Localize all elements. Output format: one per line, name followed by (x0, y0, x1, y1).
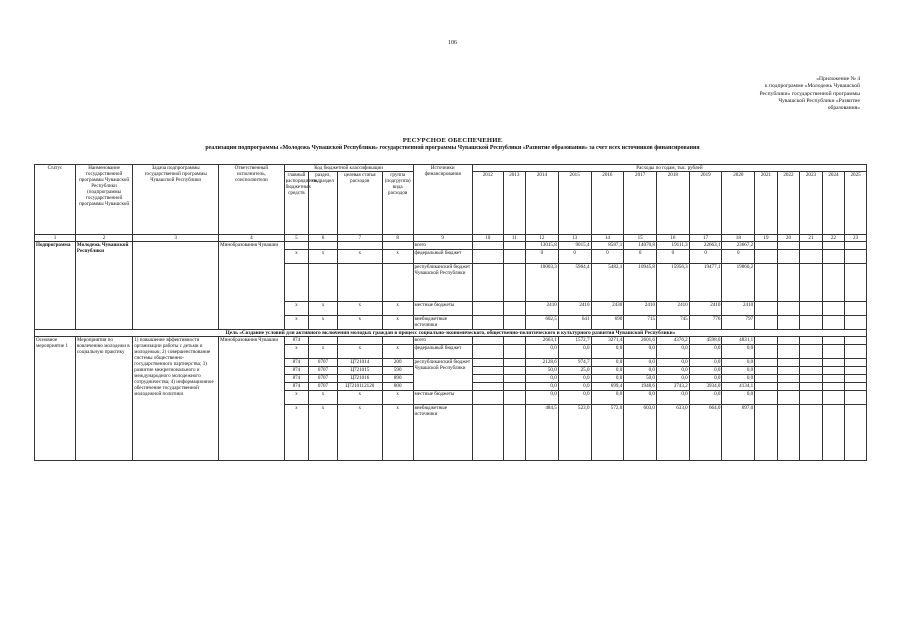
year-header: 2013 (503, 172, 526, 235)
column-number: 13 (558, 235, 591, 242)
value-cell: 484,5 (526, 405, 559, 461)
source-cell: местные бюджеты (413, 391, 472, 405)
value-cell: 0,0 (624, 367, 657, 375)
value-cell: 2410 (722, 302, 755, 316)
column-number: 7 (337, 235, 382, 242)
column-number: 1 (35, 235, 76, 242)
cs-cell: Ц721015 (337, 367, 382, 375)
year-header: 2017 (624, 172, 657, 235)
x-cell: x (309, 316, 338, 330)
value-cell: 0 (558, 250, 591, 264)
value-cell: 0,0 (656, 391, 689, 405)
x-cell: x (382, 391, 413, 405)
value-cell: 3743,2 (656, 383, 689, 391)
column-number: 12 (526, 235, 559, 242)
value-cell: 2410 (526, 302, 559, 316)
value-cell: 2410 (624, 302, 657, 316)
col-rz-header: раздел, подраздел (309, 172, 338, 235)
x-cell: x (337, 316, 382, 330)
value-cell: 19860,2 (722, 264, 755, 302)
gr-cell: 874 (284, 383, 309, 391)
value-cell: 22663,1 (689, 242, 722, 250)
value-cell: 0,0 (656, 367, 689, 375)
rz-cell: 0707 (309, 383, 338, 391)
event-name: Мероприятия по вовлечению молодежи в социальную практику (75, 337, 132, 461)
document-title: РЕСУРСНОЕ ОБЕСПЕЧЕНИЕ (402, 137, 503, 144)
page-number: 106 (448, 40, 457, 46)
x-cell: x (284, 405, 309, 461)
year-header: 2023 (800, 172, 823, 235)
value-cell: 50,0 (526, 367, 559, 375)
x-cell: x (309, 405, 338, 461)
value-cell: 776 (689, 316, 722, 330)
value-cell: 0,0 (591, 375, 624, 383)
value-cell: 641 (558, 316, 591, 330)
value-cell: 0,0 (591, 391, 624, 405)
value-cell: 0,0 (689, 367, 722, 375)
year-header: 2021 (755, 172, 778, 235)
col-vr-header: группа (подгруппа) вида расходов (382, 172, 413, 235)
x-cell: x (337, 302, 382, 316)
value-cell: 4598,0 (689, 337, 722, 345)
value-cell: 0,0 (558, 375, 591, 383)
goal-text: Цель «Создание условий для активного включения молодых граждан в процесс социально-экономического, общественно-политического и культурного развития Чувашской Республики» (35, 330, 867, 337)
value-cell: 523,0 (558, 405, 591, 461)
value-cell: 50,0 (624, 375, 657, 383)
x-cell: x (337, 345, 382, 359)
column-number: 2 (75, 235, 132, 242)
col-status-header: Статус (35, 165, 76, 235)
value-cell: 0,0 (526, 345, 559, 359)
appendix-line: Республики» государственной программы (759, 90, 860, 97)
value-cell: 19477,1 (689, 264, 722, 302)
value-cell: 797 (722, 316, 755, 330)
event-responsible: Минобразования Чувашии (219, 337, 284, 461)
vr-cell: 890 (382, 375, 413, 383)
value-cell: 690 (591, 316, 624, 330)
value-cell: 0,0 (624, 391, 657, 405)
x-cell: x (309, 302, 338, 316)
column-number: 22 (822, 235, 845, 242)
column-number: 20 (777, 235, 800, 242)
gr-cell: 874 (284, 337, 309, 345)
value-cell: 0,0 (624, 359, 657, 367)
value-cell: 2410 (558, 302, 591, 316)
subprogram-task (133, 242, 219, 330)
value-cell: 0,0 (656, 359, 689, 367)
value-cell: 572,0 (591, 405, 624, 461)
x-cell: x (337, 391, 382, 405)
value-cell: 0 (689, 250, 722, 264)
cs-cell: Ц7210112120 (337, 383, 382, 391)
subprogram-responsible: Минобразования Чувашии (219, 242, 284, 330)
value-cell: 2410 (656, 302, 689, 316)
value-cell: 23667,2 (722, 242, 755, 250)
value-cell: 603,0 (624, 405, 657, 461)
x-cell: x (284, 345, 309, 359)
year-header: 2019 (689, 172, 722, 235)
x-cell: x (382, 250, 413, 264)
col-task-header: Задача подпрограммы государственной программы Чувашской Республики (133, 165, 219, 235)
x-cell: x (382, 316, 413, 330)
column-number: 4 (219, 235, 284, 242)
column-number: 6 (309, 235, 338, 242)
year-header: 2025 (845, 172, 867, 235)
value-cell: 602,5 (526, 316, 559, 330)
value-cell: 0,0 (722, 391, 755, 405)
value-cell: 0,0 (526, 391, 559, 405)
value-cell: 0,0 (656, 345, 689, 359)
value-cell: 2128,6 (526, 359, 559, 367)
column-number: 17 (689, 235, 722, 242)
value-cell: 0 (591, 250, 624, 264)
subprogram-status: Подпрограмма (35, 242, 76, 330)
appendix-line: Чувашской Республики «Развитие (778, 97, 860, 104)
x-cell: x (309, 345, 338, 359)
value-cell: 745 (656, 316, 689, 330)
col-expenses-header: Расходы по годам, тыс. рублей (472, 165, 866, 172)
vr-cell: 590 (382, 367, 413, 375)
value-cell: 3934,0 (689, 383, 722, 391)
x-cell: x (337, 250, 382, 264)
year-header: 2012 (472, 172, 503, 235)
value-cell: 25,0 (558, 367, 591, 375)
value-cell: 4831,1 (722, 337, 755, 345)
gr-cell: 874 (284, 375, 309, 383)
source-cell: республиканский бюджет Чувашской Республики (413, 264, 472, 302)
year-header: 2016 (591, 172, 624, 235)
value-cell: 10945,8 (624, 264, 657, 302)
value-cell: 0,0 (591, 345, 624, 359)
value-cell: 1948,6 (624, 383, 657, 391)
value-cell: 5482,1 (591, 264, 624, 302)
value-cell: 0,0 (689, 375, 722, 383)
year-header: 2024 (822, 172, 845, 235)
resource-table (34, 164, 867, 461)
value-cell: 0,0 (558, 345, 591, 359)
source-cell: внебюджетные источники (413, 405, 472, 461)
source-cell: местные бюджеты (413, 302, 472, 316)
value-cell: 3271,4 (591, 337, 624, 345)
cs-cell: Ц721014 (337, 359, 382, 367)
year-header: 2018 (656, 172, 689, 235)
value-cell: 9015,4 (558, 242, 591, 250)
table-row (35, 242, 867, 250)
event-status: Основное мероприятие 1 (35, 337, 76, 461)
x-cell: x (337, 405, 382, 461)
vr-cell: 200 (382, 359, 413, 367)
value-cell: 0 (656, 250, 689, 264)
source-cell: республиканский бюджет Чувашской Республики (413, 359, 472, 391)
col-name-header: Наименование государственной программы Чувашской Республики (подпрограммы государственной программы Чувашской (75, 165, 132, 235)
value-cell: 15956,3 (656, 264, 689, 302)
source-cell: федеральный бюджет (413, 345, 472, 359)
x-cell: x (382, 405, 413, 461)
value-cell: 0,0 (689, 359, 722, 367)
value-cell: 664,0 (689, 405, 722, 461)
column-number: 10 (472, 235, 503, 242)
column-number: 15 (624, 235, 657, 242)
value-cell: 10003,3 (526, 264, 559, 302)
value-cell: 5964,4 (558, 264, 591, 302)
year-header: 2015 (558, 172, 591, 235)
value-cell: 2663,1 (526, 337, 559, 345)
col-responsible-header: Ответственный исполнитель, соисполнители (219, 165, 284, 235)
column-number: 16 (656, 235, 689, 242)
value-cell: 974,7 (558, 359, 591, 367)
col-budget-code-header: Код бюджетной классификации (284, 165, 413, 172)
source-cell: федеральный бюджет (413, 250, 472, 264)
value-cell: 0,0 (656, 375, 689, 383)
x-cell: x (284, 302, 309, 316)
subprogram-name: Молодежь Чувашской Республики (75, 242, 132, 330)
value-cell: 0 (526, 250, 559, 264)
x-cell: x (309, 391, 338, 405)
value-cell: 0,0 (624, 345, 657, 359)
col-cs-header: целевая статья расходов (337, 172, 382, 235)
appendix-line: к подпрограмме «Молодежь Чувашской (764, 83, 860, 90)
value-cell: 0 (722, 250, 755, 264)
x-cell: x (382, 302, 413, 316)
value-cell: 0,0 (722, 375, 755, 383)
value-cell: 0,0 (526, 375, 559, 383)
column-number: 8 (382, 235, 413, 242)
year-header: 2014 (526, 172, 559, 235)
value-cell: 697,0 (722, 405, 755, 461)
year-header: 2020 (722, 172, 755, 235)
value-cell: 0,0 (591, 367, 624, 375)
table-row (35, 337, 867, 345)
value-cell: 4134,1 (722, 383, 755, 391)
rz-cell: 0707 (309, 359, 338, 367)
value-cell: 0,0 (722, 345, 755, 359)
gr-cell: 874 (284, 367, 309, 375)
column-number: 11 (503, 235, 526, 242)
column-number: 23 (845, 235, 867, 242)
rz-cell: 0707 (309, 367, 338, 375)
year-header: 2022 (777, 172, 800, 235)
x-cell: x (284, 316, 309, 330)
source-cell: всего (413, 242, 472, 250)
appendix-line: «Приложение № 4 (816, 76, 860, 82)
event-task: 1) повышение эффективности организации работы с детьми и молодежью; 2) совершенствование системы общественно-государственного партнерства; 3) развитие межрегионального и международного молодежного сотрудничества; 4) информационное обеспечение государственной молодежной политики (133, 337, 219, 461)
x-cell: x (284, 391, 309, 405)
column-number: 9 (413, 235, 472, 242)
value-cell: 0,0 (722, 367, 755, 375)
value-cell: 2601,6 (624, 337, 657, 345)
cs-cell: Ц721016 (337, 375, 382, 383)
value-cell: 0,0 (558, 383, 591, 391)
value-cell: 19111,3 (656, 242, 689, 250)
rz-cell: 0707 (309, 375, 338, 383)
x-cell: x (382, 345, 413, 359)
value-cell: 633,0 (656, 405, 689, 461)
value-cell: 13015,8 (526, 242, 559, 250)
column-number: 5 (284, 235, 309, 242)
x-cell: x (284, 250, 309, 264)
source-cell: всего (413, 337, 472, 345)
column-number: 3 (133, 235, 219, 242)
appendix-note (720, 76, 860, 112)
goal-row (35, 330, 867, 337)
x-cell: x (309, 250, 338, 264)
appendix-line: образования» (827, 105, 860, 112)
value-cell: 0 (624, 250, 657, 264)
column-number: 21 (800, 235, 823, 242)
value-cell: 8587,1 (591, 242, 624, 250)
value-cell: 715 (624, 316, 657, 330)
source-cell: внебюджетные источники (413, 316, 472, 330)
column-number: 19 (755, 235, 778, 242)
value-cell: 0,0 (689, 345, 722, 359)
value-cell: 0,0 (591, 359, 624, 367)
column-number: 18 (722, 235, 755, 242)
value-cell: 0,0 (558, 391, 591, 405)
value-cell: 0,0 (689, 391, 722, 405)
value-cell: 699,4 (591, 383, 624, 391)
value-cell: 0,0 (722, 359, 755, 367)
value-cell: 0,0 (526, 383, 559, 391)
value-cell: 2410 (689, 302, 722, 316)
value-cell: 4376,2 (656, 337, 689, 345)
column-number: 14 (591, 235, 624, 242)
document-subtitle: реализации подпрограммы «Молодежь Чувашской Республики» государственной программы Чувашской Республики «Развитие образования» за счет всех источников финансирования (205, 145, 700, 151)
col-gr-header: главный распорядитель бюджетных средств (284, 172, 309, 235)
value-cell: 2430 (591, 302, 624, 316)
vr-cell: 800 (382, 383, 413, 391)
column-number-row (35, 235, 867, 242)
gr-cell: 874 (284, 359, 309, 367)
value-cell: 1572,7 (558, 337, 591, 345)
col-sources-header: Источники финансирования (413, 165, 472, 235)
value-cell: 14070,8 (624, 242, 657, 250)
